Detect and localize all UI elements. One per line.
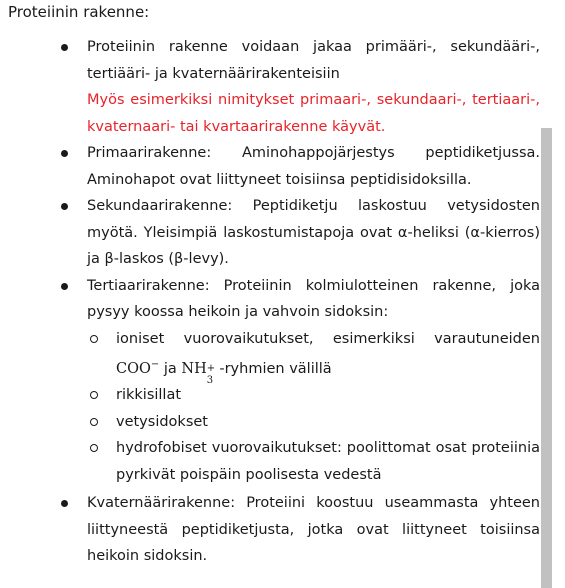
- bullet-icon: [61, 283, 68, 290]
- protein-structure-list: [0, 34, 540, 570]
- bullet-icon: [61, 203, 68, 210]
- sublist-item-text: ioniset vuorovaikutukset, esimerkiksi varautuneiden: [116, 330, 540, 347]
- list-item: [0, 490, 540, 570]
- list-item-text: Primaarirakenne: Aminohappojärjestys peptidiketjussa. Aminohapot ovat liittyneet toisiinsa peptidisidoksilla.: [87, 145, 540, 188]
- sublist-item-suffix: -ryhmien välillä: [219, 360, 332, 377]
- sublist-item-text: hydrofobiset vuorovaikutukset: poolittomat osat proteiinia pyrkivät poispäin poolisesta vedestä: [116, 440, 540, 483]
- list-item: [0, 273, 540, 326]
- circle-bullet-icon: [90, 391, 98, 399]
- sublist-item: [0, 382, 540, 409]
- vertical-scrollbar[interactable]: [541, 128, 552, 588]
- list-item-text: Proteiinin rakenne voidaan jakaa primääri-, sekundääri-, tertiääri- ja kvaternäärirakenteisiin: [87, 39, 540, 82]
- section-heading: Proteiinin rakenne:: [8, 3, 150, 21]
- list-item-text: Tertiaarirakenne: Proteiinin kolmiulotteinen rakenne, joka pysyy koossa heikoin ja vahvoin sidoksin:: [87, 277, 540, 320]
- sublist-item: [0, 409, 540, 436]
- list-item: [0, 34, 540, 140]
- bullet-icon: [61, 44, 68, 51]
- chemical-formula-nh3: NH + 3: [181, 360, 216, 386]
- list-item-text: Kvaternäärirakenne: Proteiini koostuu useammasta yhteen liittyneestä peptidiketjusta, jotka ovat liittyneet toisiinsa heikoin sidoksin.: [87, 495, 540, 565]
- chemical-formula-coo: COO−: [116, 359, 160, 377]
- list-item: [0, 140, 540, 193]
- list-item: [0, 193, 540, 273]
- conjunction-text: ja: [163, 360, 177, 377]
- bullet-icon: [61, 500, 68, 507]
- circle-bullet-icon: [90, 418, 98, 426]
- sublist-item: [0, 435, 540, 488]
- sublist-item-text: rikkisillat: [116, 387, 182, 404]
- sublist-item-text: vetysidokset: [116, 413, 208, 430]
- list-item-text: Sekundaarirakenne: Peptidiketju laskostuu vetysidosten myötä. Yleisimpiä laskostumistapoja ovat α-heliksi (α-kierros) ja β-laskos (β-levy).: [87, 198, 540, 267]
- bullet-icon: [61, 150, 68, 157]
- circle-bullet-icon: [90, 335, 98, 343]
- note-text: Myös esimerkiksi nimitykset primaari-, sekundaari-, tertiaari-, kvaternaari- tai kvartaarirakenne käyvät.: [87, 92, 540, 135]
- circle-bullet-icon: [90, 444, 98, 452]
- sublist-item: [0, 326, 540, 386]
